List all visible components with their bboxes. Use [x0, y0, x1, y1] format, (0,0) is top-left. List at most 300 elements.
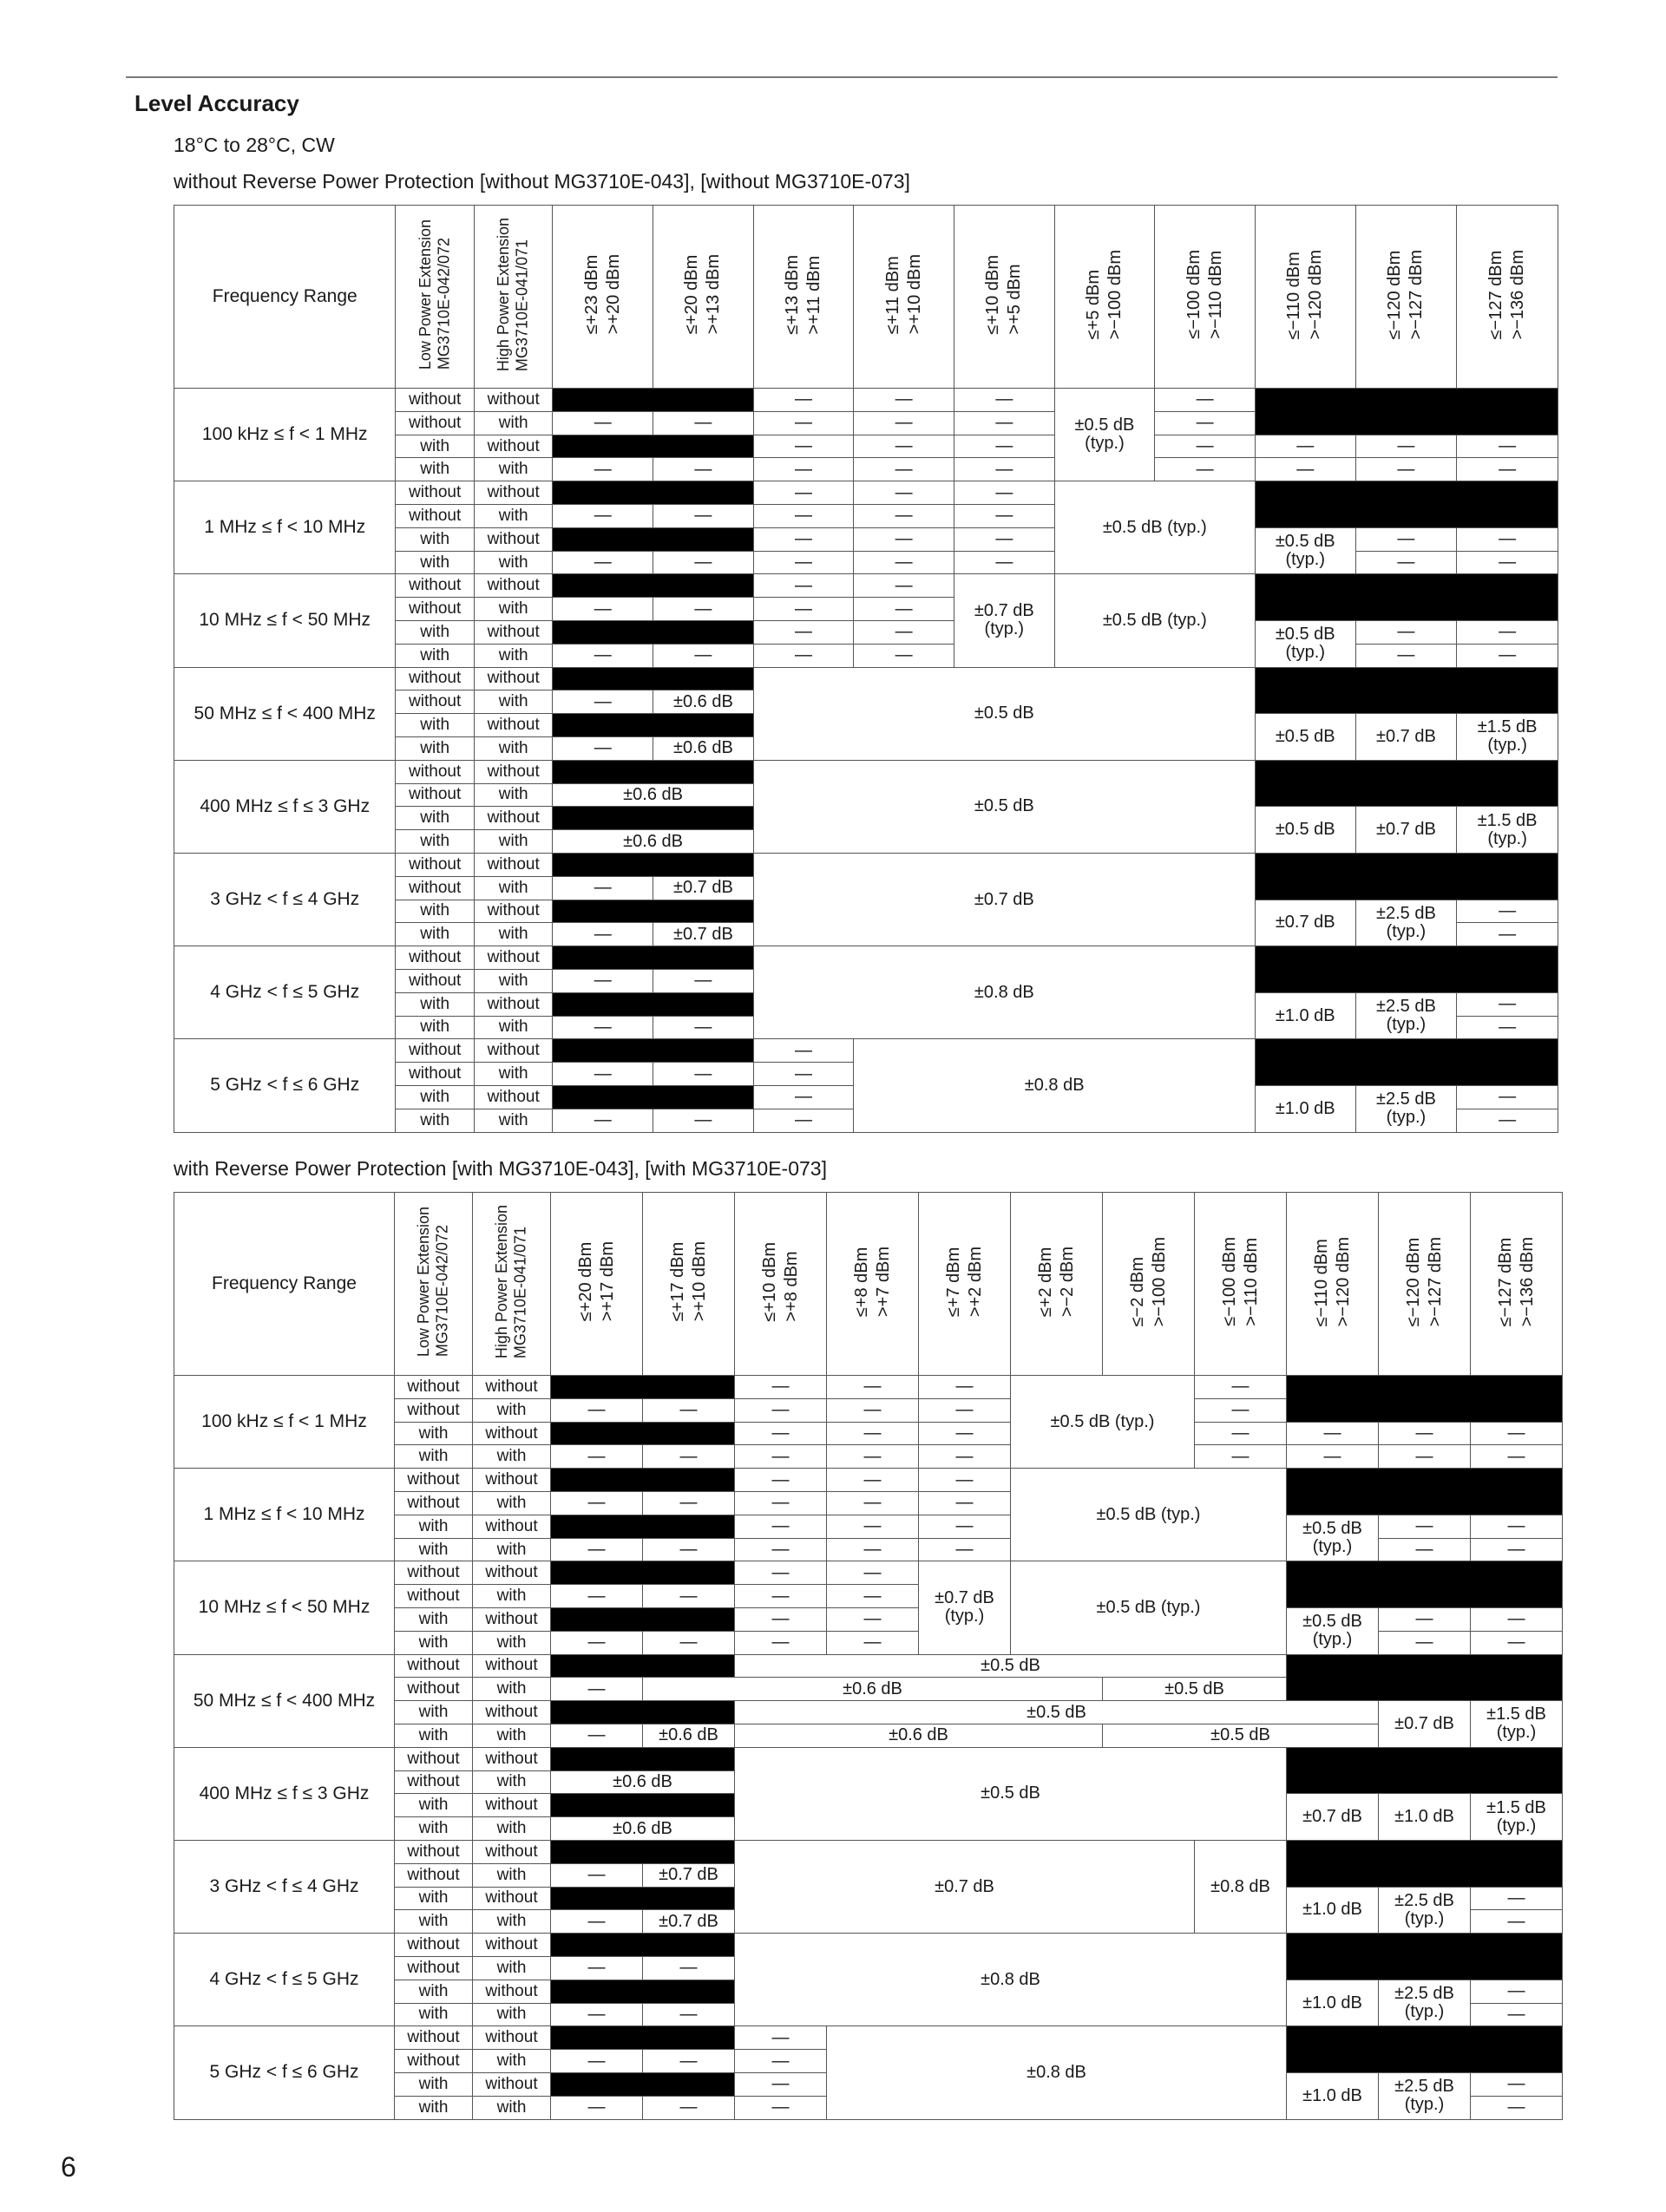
- accuracy-value-cell: ±0.8 dB: [854, 1039, 1256, 1132]
- header-row: [174, 1193, 1563, 1376]
- dash-cell: —: [827, 1491, 919, 1515]
- dash-cell: —: [919, 1398, 1011, 1422]
- dash-cell: —: [553, 1109, 653, 1132]
- dash-cell: —: [1255, 458, 1355, 481]
- level-range-label: [1127, 1237, 1171, 1326]
- high-power-option-cell: without: [473, 1376, 551, 1399]
- dash-cell: —: [919, 1445, 1011, 1469]
- not-applicable-cell: [553, 481, 753, 505]
- value-line: (typ.): [1386, 1015, 1427, 1035]
- high-power-option-cell: without: [473, 1701, 551, 1724]
- header-line: High Power Extension: [492, 1204, 510, 1359]
- header-line: >−110 dBm: [1241, 1237, 1261, 1326]
- high-power-option-cell: with: [473, 1678, 551, 1701]
- low-power-option-cell: with: [395, 2003, 473, 2026]
- accuracy-value-cell: [1379, 1887, 1471, 1934]
- dash-cell: —: [1471, 2072, 1563, 2096]
- dash-cell: —: [1155, 389, 1256, 412]
- dash-cell: —: [735, 1491, 827, 1515]
- accuracy-value-cell: ±0.7 dB: [753, 853, 1255, 946]
- dash-cell: —: [1195, 1398, 1287, 1422]
- low-power-option-cell: without: [395, 1654, 473, 1678]
- level-range-header: [551, 1193, 643, 1376]
- low-power-option-cell: with: [396, 807, 475, 830]
- value-line: ±2.5 dB: [1394, 1890, 1454, 1910]
- low-power-extension-label: [416, 219, 454, 370]
- value-line: ±2.5 dB: [1394, 1984, 1454, 2004]
- dash-cell: —: [1471, 2003, 1563, 2026]
- header-line: >−2 dBm: [1057, 1246, 1077, 1318]
- dash-cell: —: [954, 527, 1055, 551]
- low-power-option-cell: with: [396, 830, 475, 854]
- not-applicable-cell: [551, 2072, 735, 2096]
- header-line: >−120 dBm: [1306, 249, 1326, 340]
- low-power-option-cell: with: [395, 1422, 473, 1445]
- table-row: [174, 853, 1558, 876]
- header-line: ≤+11 dBm: [882, 256, 902, 335]
- level-range-label: [1283, 250, 1327, 339]
- high-power-option-cell: with: [473, 1631, 551, 1654]
- level-range-header: [919, 1193, 1011, 1376]
- not-applicable-cell: [551, 1747, 735, 1770]
- dash-cell: —: [854, 620, 954, 644]
- high-power-option-cell: without: [474, 620, 553, 644]
- accuracy-value-cell: ±0.5 dB (typ.): [1011, 1469, 1287, 1561]
- measurement-conditions: 18°C to 28°C, CW: [174, 134, 335, 156]
- dash-cell: —: [1287, 1422, 1379, 1445]
- header-line: ≤+8 dBm: [851, 1247, 871, 1318]
- table-row: [174, 1561, 1563, 1585]
- dash-cell: —: [735, 1398, 827, 1422]
- low-power-option-cell: with: [396, 736, 475, 760]
- low-power-option-cell: with: [395, 1724, 473, 1747]
- not-applicable-cell: [553, 807, 753, 830]
- low-power-option-cell: with: [395, 1607, 473, 1631]
- level-range-label: [1219, 1237, 1263, 1326]
- accuracy-value-cell: [1457, 807, 1558, 854]
- not-applicable-cell: [551, 1934, 735, 1957]
- dash-cell: —: [643, 1398, 735, 1422]
- table-row: [174, 1654, 1563, 1678]
- low-power-option-cell: with: [396, 435, 475, 458]
- dash-cell: —: [1255, 435, 1355, 458]
- value-line: ±0.5 dB: [1275, 532, 1335, 552]
- dash-cell: —: [854, 598, 954, 621]
- dash-cell: —: [1471, 1515, 1563, 1538]
- not-applicable-cell: [553, 435, 753, 458]
- accuracy-value-cell: ±0.5 dB (typ.): [1054, 481, 1255, 574]
- high-power-option-cell: with: [474, 1109, 553, 1132]
- dash-cell: —: [919, 1538, 1011, 1561]
- dash-cell: —: [827, 1376, 919, 1399]
- low-power-option-cell: without: [395, 1934, 473, 1957]
- dash-cell: —: [653, 411, 754, 435]
- dash-cell: —: [827, 1422, 919, 1445]
- level-range-header: [827, 1193, 919, 1376]
- level-accuracy-table-with-rpp: [174, 1192, 1563, 2120]
- accuracy-value-cell: [1287, 1515, 1379, 1561]
- level-range-label: [581, 254, 625, 334]
- header-line: >+10 dBm: [689, 1241, 709, 1322]
- low-power-option-cell: with: [395, 1515, 473, 1538]
- dash-cell: —: [1471, 1910, 1563, 1934]
- low-power-option-cell: with: [395, 1794, 473, 1817]
- header-line: >−136 dBm: [1508, 249, 1528, 340]
- dash-cell: —: [653, 551, 754, 574]
- accuracy-value-cell: [919, 1561, 1011, 1654]
- high-power-option-cell: with: [474, 1016, 553, 1039]
- not-applicable-cell: [551, 1654, 735, 1678]
- level-range-header: [1457, 206, 1558, 389]
- accuracy-value-cell: [1255, 527, 1355, 574]
- value-line: ±2.5 dB: [1375, 1090, 1436, 1109]
- dash-cell: —: [1471, 1631, 1563, 1654]
- table-row: [174, 389, 1558, 412]
- level-range-label: [1495, 1237, 1538, 1326]
- low-power-option-cell: without: [395, 1770, 473, 1794]
- low-power-option-cell: with: [396, 1109, 475, 1132]
- header-line: >+8 dBm: [781, 1251, 801, 1322]
- low-power-option-cell: without: [396, 969, 475, 992]
- value-line: (typ.): [1404, 1908, 1445, 1928]
- accuracy-value-cell: ±0.5 dB: [1255, 807, 1355, 854]
- not-applicable-cell: [1255, 760, 1558, 807]
- not-applicable-cell: [1287, 1747, 1563, 1794]
- high-power-option-cell: with: [473, 1491, 551, 1515]
- dash-cell: —: [553, 923, 653, 946]
- not-applicable-cell: [553, 574, 753, 598]
- not-applicable-cell: [1287, 1469, 1563, 1515]
- dash-cell: —: [551, 1956, 643, 1980]
- dash-cell: —: [1457, 1109, 1558, 1132]
- not-applicable-cell: [551, 1515, 735, 1538]
- low-power-option-cell: with: [395, 1887, 473, 1910]
- low-power-option-cell: without: [396, 1039, 475, 1063]
- level-range-label: [1486, 250, 1529, 339]
- high-power-option-cell: with: [474, 783, 553, 807]
- low-power-option-cell: without: [395, 1863, 473, 1887]
- high-power-option-cell: with: [473, 2096, 551, 2119]
- accuracy-value-cell: ±0.5 dB (typ.): [1054, 574, 1255, 667]
- low-power-option-cell: without: [395, 1376, 473, 1399]
- low-power-option-cell: without: [395, 1561, 473, 1585]
- not-applicable-cell: [551, 1422, 735, 1445]
- low-power-option-cell: with: [396, 458, 475, 481]
- high-power-extension-header: [473, 1193, 551, 1376]
- low-power-option-cell: without: [396, 876, 475, 900]
- level-range-label: [1311, 1237, 1354, 1326]
- header-line: ≤−110 dBm: [1311, 1238, 1331, 1327]
- header-line: MG3710E-041/071: [513, 239, 531, 372]
- header-line: >+10 dBm: [904, 254, 924, 335]
- dash-cell: —: [1457, 992, 1558, 1016]
- low-power-option-cell: without: [395, 1840, 473, 1863]
- dash-cell: —: [753, 504, 854, 527]
- low-power-option-cell: without: [395, 2050, 473, 2073]
- dash-cell: —: [919, 1491, 1011, 1515]
- dash-cell: —: [1457, 551, 1558, 574]
- table-row: [174, 946, 1558, 970]
- dash-cell: —: [1355, 458, 1457, 481]
- level-range-header: [1471, 1193, 1563, 1376]
- low-power-option-cell: with: [395, 1910, 473, 1934]
- accuracy-value-cell: ±0.6 dB: [551, 1817, 735, 1841]
- frequency-range-cell: 100 kHz ≤ f < 1 MHz: [174, 1376, 395, 1469]
- frequency-range-header: Frequency Range: [174, 1193, 395, 1376]
- header-line: ≤+17 dBm: [667, 1242, 687, 1322]
- not-applicable-cell: [551, 1794, 735, 1817]
- high-power-option-cell: without: [474, 946, 553, 970]
- dash-cell: —: [753, 574, 854, 598]
- dash-cell: —: [1471, 2096, 1563, 2119]
- dash-cell: —: [643, 1445, 735, 1469]
- dash-cell: —: [653, 969, 754, 992]
- dash-cell: —: [954, 551, 1055, 574]
- dash-cell: —: [553, 644, 653, 667]
- dash-cell: —: [753, 598, 854, 621]
- dash-cell: —: [653, 644, 754, 667]
- level-range-header: [1287, 1193, 1379, 1376]
- dash-cell: —: [551, 2096, 643, 2119]
- not-applicable-cell: [553, 527, 753, 551]
- high-power-option-cell: without: [474, 1085, 553, 1109]
- level-range-header: [1255, 206, 1355, 389]
- dash-cell: —: [553, 504, 653, 527]
- table2-caption: with Reverse Power Protection [with MG3710E-043], [with MG3710E-073]: [174, 1157, 827, 1180]
- dash-cell: —: [1457, 527, 1558, 551]
- high-power-option-cell: with: [474, 923, 553, 946]
- dash-cell: —: [1457, 900, 1558, 923]
- not-applicable-cell: [551, 1887, 735, 1910]
- high-power-option-cell: without: [473, 1934, 551, 1957]
- not-applicable-cell: [553, 946, 753, 970]
- table-row: [174, 1840, 1563, 1863]
- accuracy-value-cell: [1355, 992, 1457, 1039]
- value-line: (typ.): [1285, 643, 1326, 663]
- level-range-header: [1355, 206, 1457, 389]
- dash-cell: —: [553, 458, 653, 481]
- frequency-range-cell: 5 GHz < f ≤ 6 GHz: [174, 1039, 396, 1132]
- not-applicable-cell: [551, 1980, 735, 2003]
- frequency-range-cell: 400 MHz ≤ f ≤ 3 GHz: [174, 1747, 395, 1840]
- dash-cell: —: [643, 1538, 735, 1561]
- low-power-option-cell: without: [396, 1063, 475, 1086]
- header-line: MG3710E-042/072: [433, 1224, 451, 1358]
- accuracy-value-cell: ±0.7 dB: [653, 923, 754, 946]
- not-applicable-cell: [553, 992, 753, 1016]
- low-power-option-cell: without: [395, 1678, 473, 1701]
- dash-cell: —: [643, 1631, 735, 1654]
- dash-cell: —: [1355, 527, 1457, 551]
- dash-cell: —: [735, 2050, 827, 2073]
- accuracy-value-cell: ±0.7 dB: [1255, 900, 1355, 946]
- header-line: ≤−127 dBm: [1495, 1237, 1515, 1327]
- not-applicable-cell: [1255, 389, 1558, 435]
- dash-cell: —: [753, 1109, 854, 1132]
- level-range-label: [782, 255, 825, 335]
- dash-cell: —: [735, 1445, 827, 1469]
- dash-cell: —: [919, 1469, 1011, 1492]
- accuracy-value-cell: ±0.5 dB: [735, 1701, 1379, 1724]
- dash-cell: —: [553, 736, 653, 760]
- high-power-option-cell: with: [473, 1956, 551, 1980]
- low-power-option-cell: with: [395, 1817, 473, 1841]
- accuracy-value-cell: ±0.6 dB: [735, 1724, 1103, 1747]
- dash-cell: —: [954, 435, 1055, 458]
- dash-cell: —: [1355, 435, 1457, 458]
- dash-cell: —: [753, 644, 854, 667]
- accuracy-value-cell: ±0.7 dB: [1379, 1701, 1471, 1748]
- dash-cell: —: [1457, 923, 1558, 946]
- dash-cell: —: [551, 1585, 643, 1608]
- high-power-option-cell: with: [473, 1538, 551, 1561]
- high-power-option-cell: with: [473, 1398, 551, 1422]
- accuracy-value-cell: ±0.5 dB: [1255, 714, 1355, 761]
- dash-cell: —: [854, 458, 954, 481]
- low-power-option-cell: without: [395, 1956, 473, 1980]
- accuracy-value-cell: ±1.0 dB: [1287, 1887, 1379, 1934]
- header-line: >+2 dBm: [965, 1246, 985, 1318]
- low-power-option-cell: with: [396, 1016, 475, 1039]
- dash-cell: —: [827, 1585, 919, 1608]
- dash-cell: —: [551, 1910, 643, 1934]
- dash-cell: —: [553, 1063, 653, 1086]
- high-power-option-cell: with: [473, 2003, 551, 2026]
- high-power-option-cell: without: [474, 667, 553, 690]
- accuracy-value-cell: ±0.7 dB: [653, 876, 754, 900]
- not-applicable-cell: [551, 1701, 735, 1724]
- dash-cell: —: [643, 1585, 735, 1608]
- low-power-option-cell: with: [396, 644, 475, 667]
- low-power-option-cell: with: [396, 900, 475, 923]
- dash-cell: —: [735, 1585, 827, 1608]
- low-power-option-cell: with: [395, 2072, 473, 2096]
- accuracy-value-cell: ±1.0 dB: [1255, 992, 1355, 1039]
- dash-cell: —: [827, 1561, 919, 1585]
- accuracy-value-cell: [1471, 1701, 1563, 1748]
- dash-cell: —: [827, 1631, 919, 1654]
- header-line: >+17 dBm: [597, 1241, 617, 1322]
- value-line: (typ.): [1496, 1816, 1537, 1836]
- level-range-header: [1054, 206, 1155, 389]
- accuracy-value-cell: ±0.5 dB: [735, 1654, 1287, 1678]
- high-power-option-cell: without: [473, 2072, 551, 2096]
- dash-cell: —: [551, 1863, 643, 1887]
- dash-cell: —: [919, 1422, 1011, 1445]
- dash-cell: —: [643, 2050, 735, 2073]
- header-line: Low Power Extension: [414, 1206, 432, 1358]
- header-line: >−127 dBm: [1425, 1236, 1445, 1327]
- value-line: ±0.5 dB: [1302, 1519, 1362, 1539]
- low-power-option-cell: with: [395, 1631, 473, 1654]
- dash-cell: —: [854, 574, 954, 598]
- dash-cell: —: [1471, 1538, 1563, 1561]
- page-number: 6: [61, 2151, 76, 2183]
- level-range-header: [753, 206, 854, 389]
- dash-cell: —: [854, 644, 954, 667]
- value-line: (typ.): [1487, 736, 1527, 756]
- high-power-option-cell: without: [473, 1980, 551, 2003]
- level-range-header: [643, 1193, 735, 1376]
- accuracy-value-cell: ±0.8 dB: [735, 1934, 1287, 2026]
- low-power-option-cell: without: [395, 1491, 473, 1515]
- header-line: ≤−120 dBm: [1403, 1237, 1423, 1327]
- dash-cell: —: [735, 1561, 827, 1585]
- dash-cell: —: [753, 481, 854, 505]
- dash-cell: —: [854, 551, 954, 574]
- dash-cell: —: [551, 1631, 643, 1654]
- accuracy-value-cell: ±0.5 dB: [753, 760, 1255, 853]
- high-power-option-cell: with: [473, 1445, 551, 1469]
- frequency-range-cell: 3 GHz < f ≤ 4 GHz: [174, 853, 396, 946]
- dash-cell: —: [854, 481, 954, 505]
- level-range-label: [851, 1247, 895, 1317]
- value-line: (typ.): [1496, 1723, 1537, 1743]
- value-line: ±0.5 dB: [1275, 625, 1335, 645]
- value-line: (typ.): [1312, 1537, 1353, 1557]
- not-applicable-cell: [1255, 853, 1558, 900]
- high-power-extension-label: [493, 1205, 530, 1358]
- dash-cell: —: [653, 1109, 754, 1132]
- table-row: [174, 1747, 1563, 1770]
- header-line: ≤−120 dBm: [1385, 250, 1405, 340]
- dash-cell: —: [1155, 411, 1256, 435]
- accuracy-value-cell: ±0.5 dB: [1103, 1724, 1379, 1747]
- low-power-option-cell: without: [396, 411, 475, 435]
- high-power-option-cell: with: [474, 504, 553, 527]
- level-range-header: [954, 206, 1055, 389]
- header-line: ≤−2 dBm: [1127, 1256, 1147, 1327]
- dash-cell: —: [1379, 1422, 1471, 1445]
- dash-cell: —: [954, 504, 1055, 527]
- not-applicable-cell: [551, 1561, 735, 1585]
- value-line: ±2.5 dB: [1375, 903, 1436, 923]
- dash-cell: —: [551, 1724, 643, 1747]
- dash-cell: —: [753, 1039, 854, 1063]
- level-range-label: [667, 1241, 711, 1321]
- not-applicable-cell: [1287, 2026, 1563, 2073]
- header-line: ≤+13 dBm: [783, 254, 803, 335]
- low-power-option-cell: without: [396, 504, 475, 527]
- header-line: >+13 dBm: [704, 254, 724, 335]
- not-applicable-cell: [1287, 1934, 1563, 1980]
- dash-cell: —: [919, 1515, 1011, 1538]
- frequency-range-cell: 5 GHz < f ≤ 6 GHz: [174, 2026, 395, 2119]
- high-power-option-cell: with: [474, 458, 553, 481]
- high-power-option-cell: without: [474, 714, 553, 737]
- dash-cell: —: [551, 1538, 643, 1561]
- level-range-header: [735, 1193, 827, 1376]
- value-line: ±0.7 dB: [935, 1588, 994, 1608]
- high-power-option-cell: with: [474, 551, 553, 574]
- low-power-option-cell: with: [395, 1980, 473, 2003]
- low-power-option-cell: without: [396, 946, 475, 970]
- low-power-option-cell: without: [396, 389, 475, 412]
- table-row: [174, 481, 1558, 505]
- high-power-extension-header: [474, 206, 553, 389]
- value-line: (typ.): [984, 619, 1025, 639]
- level-range-header: [854, 206, 954, 389]
- low-power-option-cell: with: [396, 620, 475, 644]
- table-row: [174, 667, 1558, 690]
- high-power-option-cell: without: [474, 853, 553, 876]
- low-power-option-cell: with: [395, 1445, 473, 1469]
- dash-cell: —: [553, 969, 653, 992]
- dash-cell: —: [753, 411, 854, 435]
- dash-cell: —: [1379, 1607, 1471, 1631]
- level-range-header: [653, 206, 754, 389]
- high-power-option-cell: without: [474, 807, 553, 830]
